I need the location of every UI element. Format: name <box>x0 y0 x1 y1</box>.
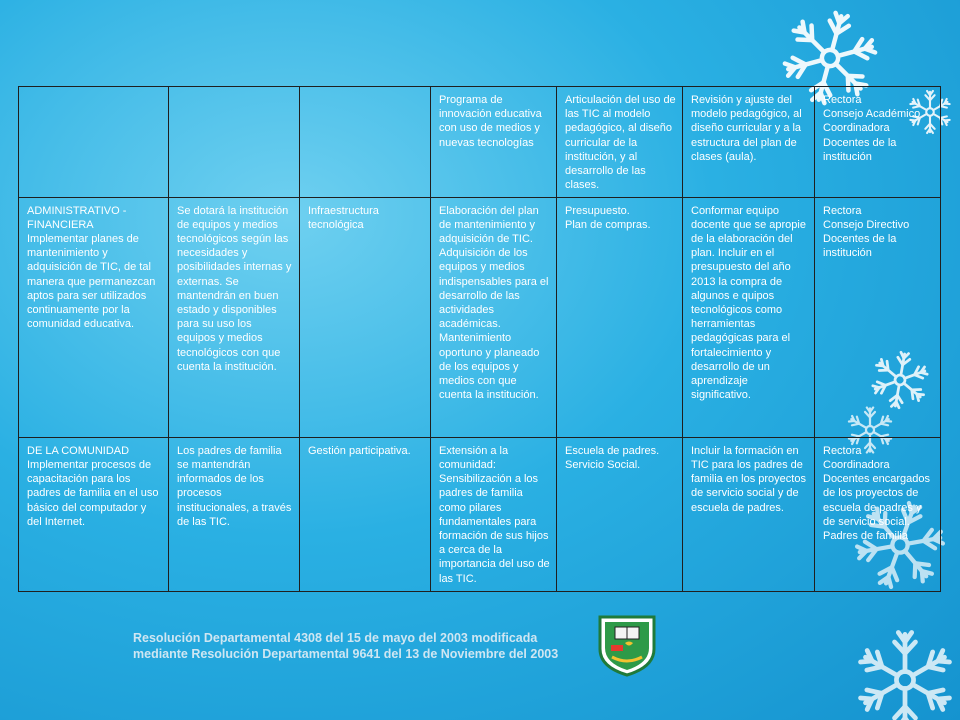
table-cell: Rectora Coordinadora Docentes encargados de los proyectos de escuela de padres y de servicio social. Padres de familia <box>815 437 941 591</box>
plan-table <box>18 86 941 592</box>
table-cell: Rectora Consejo Directivo Docentes de la institución <box>815 197 941 437</box>
table-cell: Infraestructura tecnológica <box>300 197 431 437</box>
table-cell: ADMINISTRATIVO - FINANCIERA Implementar planes de mantenimiento y adquisición de TIC, de tal manera que permanezcan aptos para ser utilizados continuamente por la comunidad educativa. <box>19 197 169 437</box>
table-cell <box>300 87 431 198</box>
school-crest-icon <box>596 613 658 677</box>
resolution-note <box>133 631 593 662</box>
table-cell: Articulación del uso de las TIC al modelo pedagógico, al diseño curricular de la institución, y al desarrollo de las clases. <box>557 87 683 198</box>
table-cell <box>169 87 300 198</box>
table-row <box>19 437 941 591</box>
table-cell: Incluir la formación en TIC para los padres de familia en los proyectos de servicio social y de escuela de padres. <box>683 437 815 591</box>
table-cell: Revisión y ajuste del modelo pedagógico, al diseño curricular y a la estructura del plan de clases (aula). <box>683 87 815 198</box>
table-cell: Rectora Consejo Académico Coordinadora Docentes de la institución <box>815 87 941 198</box>
table-row <box>19 87 941 198</box>
table-cell: Los padres de familia se mantendrán informados de los procesos institucionales, a través de las TIC. <box>169 437 300 591</box>
table-cell: Programa de innovación educativa con uso de medios y nuevas tecnologías <box>431 87 557 198</box>
table-cell: Gestión participativa. <box>300 437 431 591</box>
table-cell: Presupuesto. Plan de compras. <box>557 197 683 437</box>
table-cell: Extensión a la comunidad: Sensibilización a los padres de familia como pilares fundamentales para formación de sus hijos a cerca de la importancia del uso de las TIC. <box>431 437 557 591</box>
table-cell: Conformar equipo docente que se apropie de la elaboración del plan. Incluir en el presupuesto del año 2013 la compra de algunos e quipos tecnológicos como herramientas pedagógicas para el fortalecimiento y desarrollo de un aprendizaje significativo. <box>683 197 815 437</box>
table-row <box>19 197 941 437</box>
resolution-line-1: Resolución Departamental 4308 del 15 de mayo del 2003 modificada <box>133 631 538 645</box>
table-cell: DE LA COMUNIDAD Implementar procesos de capacitación para los padres de familia en el uso básico del computador y del Internet. <box>19 437 169 591</box>
table-cell: Elaboración del plan de mantenimiento y adquisición de TIC. Adquisición de los equipos y medios indispensables para el desarrollo de las actividades académicas. Mantenimiento oportuno y planeado de los equipos y medios con que cuenta la institución. <box>431 197 557 437</box>
table-cell <box>19 87 169 198</box>
table-cell: Se dotará la institución de equipos y medios tecnológicos según las necesidades y posibilidades internas y externas. Se mantendrán en buen estado y disponibles para su uso los equipos y medios tecnológicos con que cuenta la institución. <box>169 197 300 437</box>
table-cell: Escuela de padres. Servicio Social. <box>557 437 683 591</box>
snowflake-icon <box>859 633 952 720</box>
resolution-line-2: mediante Resolución Departamental 9641 del 13 de Noviembre del 2003 <box>133 646 559 661</box>
